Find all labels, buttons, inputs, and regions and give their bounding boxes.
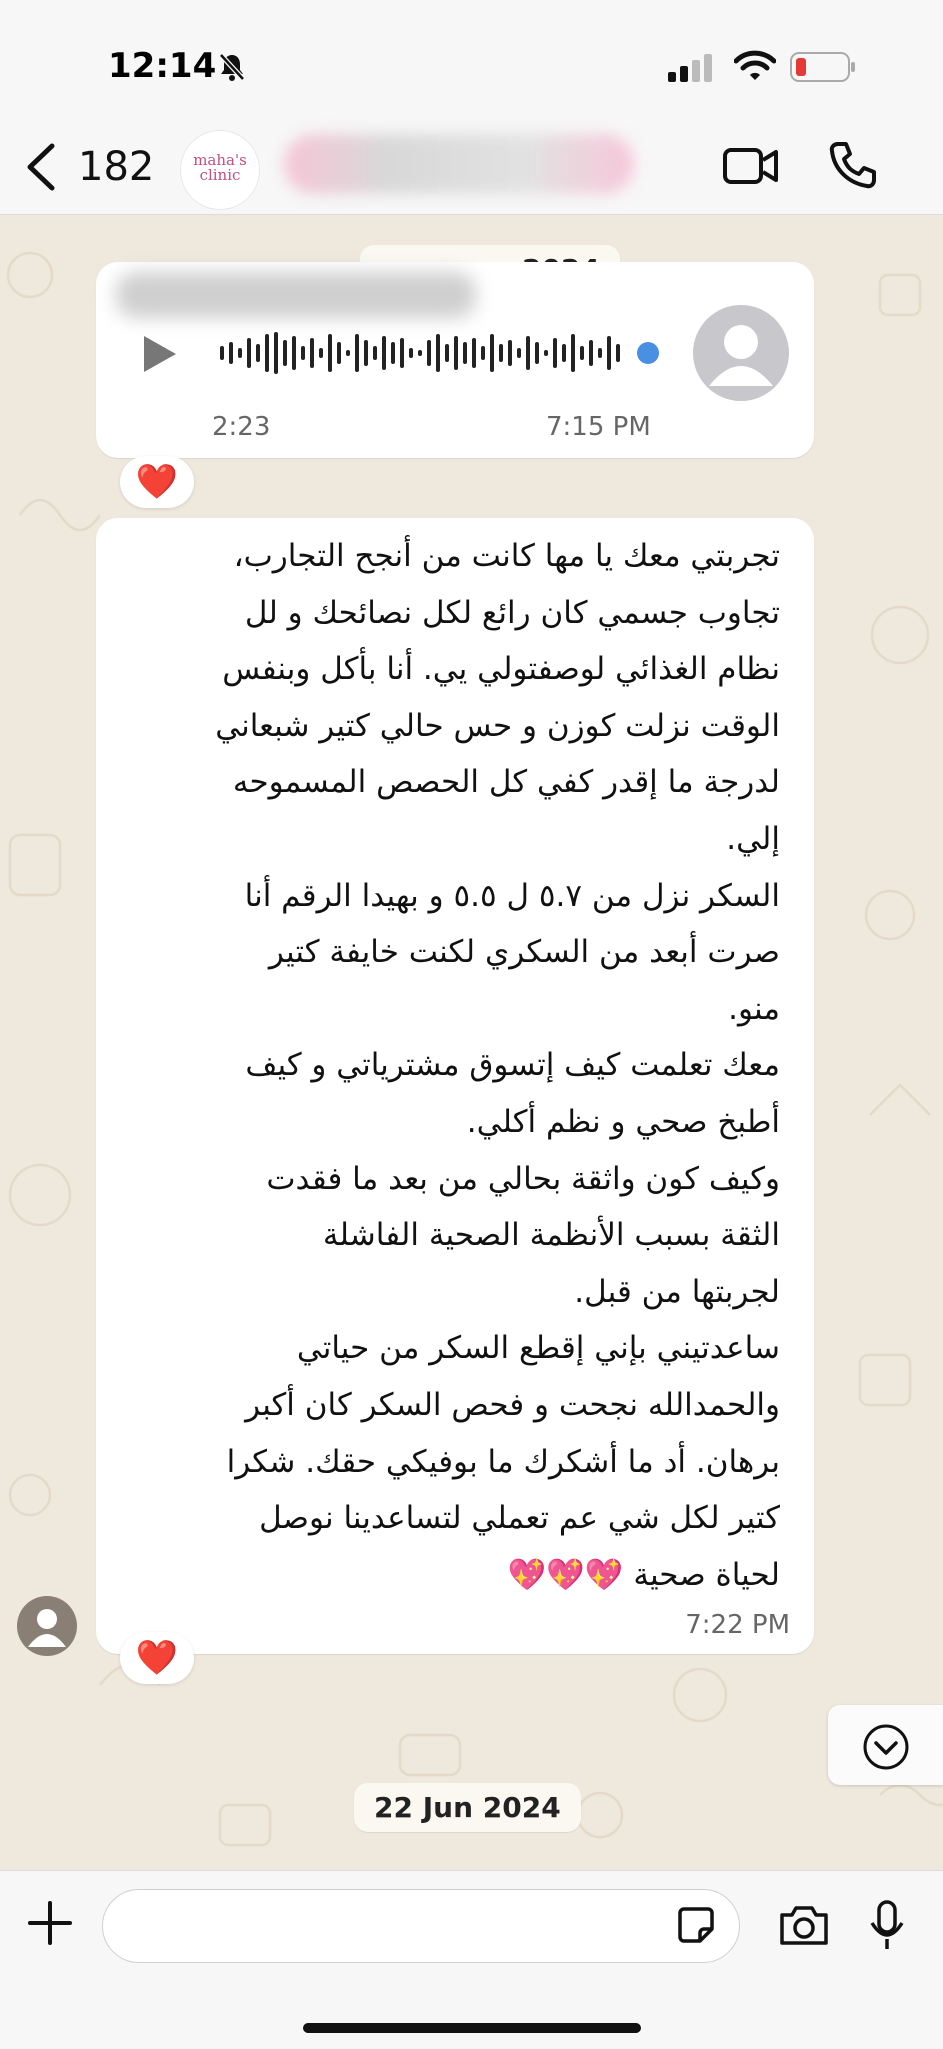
back-button[interactable] bbox=[24, 142, 58, 196]
camera-icon[interactable] bbox=[778, 1903, 830, 1951]
text-message-bubble[interactable] bbox=[96, 518, 814, 1654]
bell-muted-icon bbox=[218, 52, 246, 86]
reaction-heart[interactable]: ❤️ bbox=[120, 1632, 194, 1684]
chat-header bbox=[0, 130, 943, 215]
play-icon[interactable] bbox=[140, 332, 180, 380]
message-input[interactable] bbox=[102, 1889, 740, 1963]
status-bar bbox=[0, 0, 943, 130]
voice-duration: 2:23 bbox=[212, 412, 271, 442]
sticker-icon[interactable] bbox=[676, 1905, 716, 1949]
message-text: تجربتي معك يا مها كانت من أنجح التجارب، تجاوب جسمي كان رائع لكل نصائحك و لل نظام الغذائي لوصفتولي يي. أنا بأكل وبنفس الوقت نزلت كوزن و حس حالي كتير شبعاني لدرجة ما إقدر كفي كل الحصص المسموحه إلي. السكر نزل من ٥.٧ ل ٥.٥ و بهيدا الرقم أنا صرت أبعد من السكري لكنت خايفة كتير منو. معك تعلمت كيف إتسوق مشترياتي و كيف أطبخ صحي و نظم أكلي. وكيف كون واثقة بحالي من بعد ما فقدت الثقة بسبب الأنظمة الصحية الفاشلة لجربتها من قبل. ساعدتيني بإني إقطع السكر من حياتي والحمدالله نجحت و فحص السكر كان أكبر برهان. أد ما أشكرك ما بوفيكي حقك. شكرا كتير لكل شي عم تعملي لتساعدينا نوصل لحياة صحية 💖💖💖 bbox=[215, 538, 780, 1593]
reaction-heart[interactable]: ❤️ bbox=[120, 456, 194, 508]
wifi-icon bbox=[734, 50, 776, 86]
sender-avatar-small[interactable] bbox=[16, 1595, 78, 1657]
cellular-signal-icon bbox=[668, 54, 712, 86]
battery-icon bbox=[790, 52, 856, 86]
chevron-down-icon bbox=[862, 1723, 910, 1771]
message-timestamp: 7:22 PM bbox=[685, 1610, 790, 1640]
voice-message-bubble[interactable] bbox=[96, 262, 814, 458]
sender-name-blurred bbox=[116, 272, 476, 318]
contact-avatar[interactable] bbox=[180, 130, 260, 210]
plus-icon[interactable] bbox=[28, 1901, 72, 1949]
voice-call-icon[interactable] bbox=[828, 140, 876, 194]
chat-area[interactable] bbox=[0, 215, 943, 1870]
voice-timestamp: 7:15 PM bbox=[546, 412, 651, 442]
video-call-icon[interactable] bbox=[722, 144, 780, 192]
voice-waveform[interactable] bbox=[220, 328, 660, 378]
contact-name-blurred[interactable] bbox=[284, 134, 634, 194]
clinic-logo: maha's clinic bbox=[193, 151, 247, 184]
back-unread-count[interactable]: 182 bbox=[78, 144, 155, 190]
microphone-icon[interactable] bbox=[868, 1899, 906, 1957]
sender-avatar-with-mic bbox=[692, 304, 790, 402]
status-time: 12:14 bbox=[108, 46, 217, 86]
home-indicator bbox=[303, 2023, 641, 2033]
date-chip-bottom: 22 Jun 2024 bbox=[354, 1783, 581, 1832]
message-composer bbox=[0, 1870, 943, 2049]
scroll-to-bottom-button[interactable] bbox=[828, 1705, 943, 1785]
